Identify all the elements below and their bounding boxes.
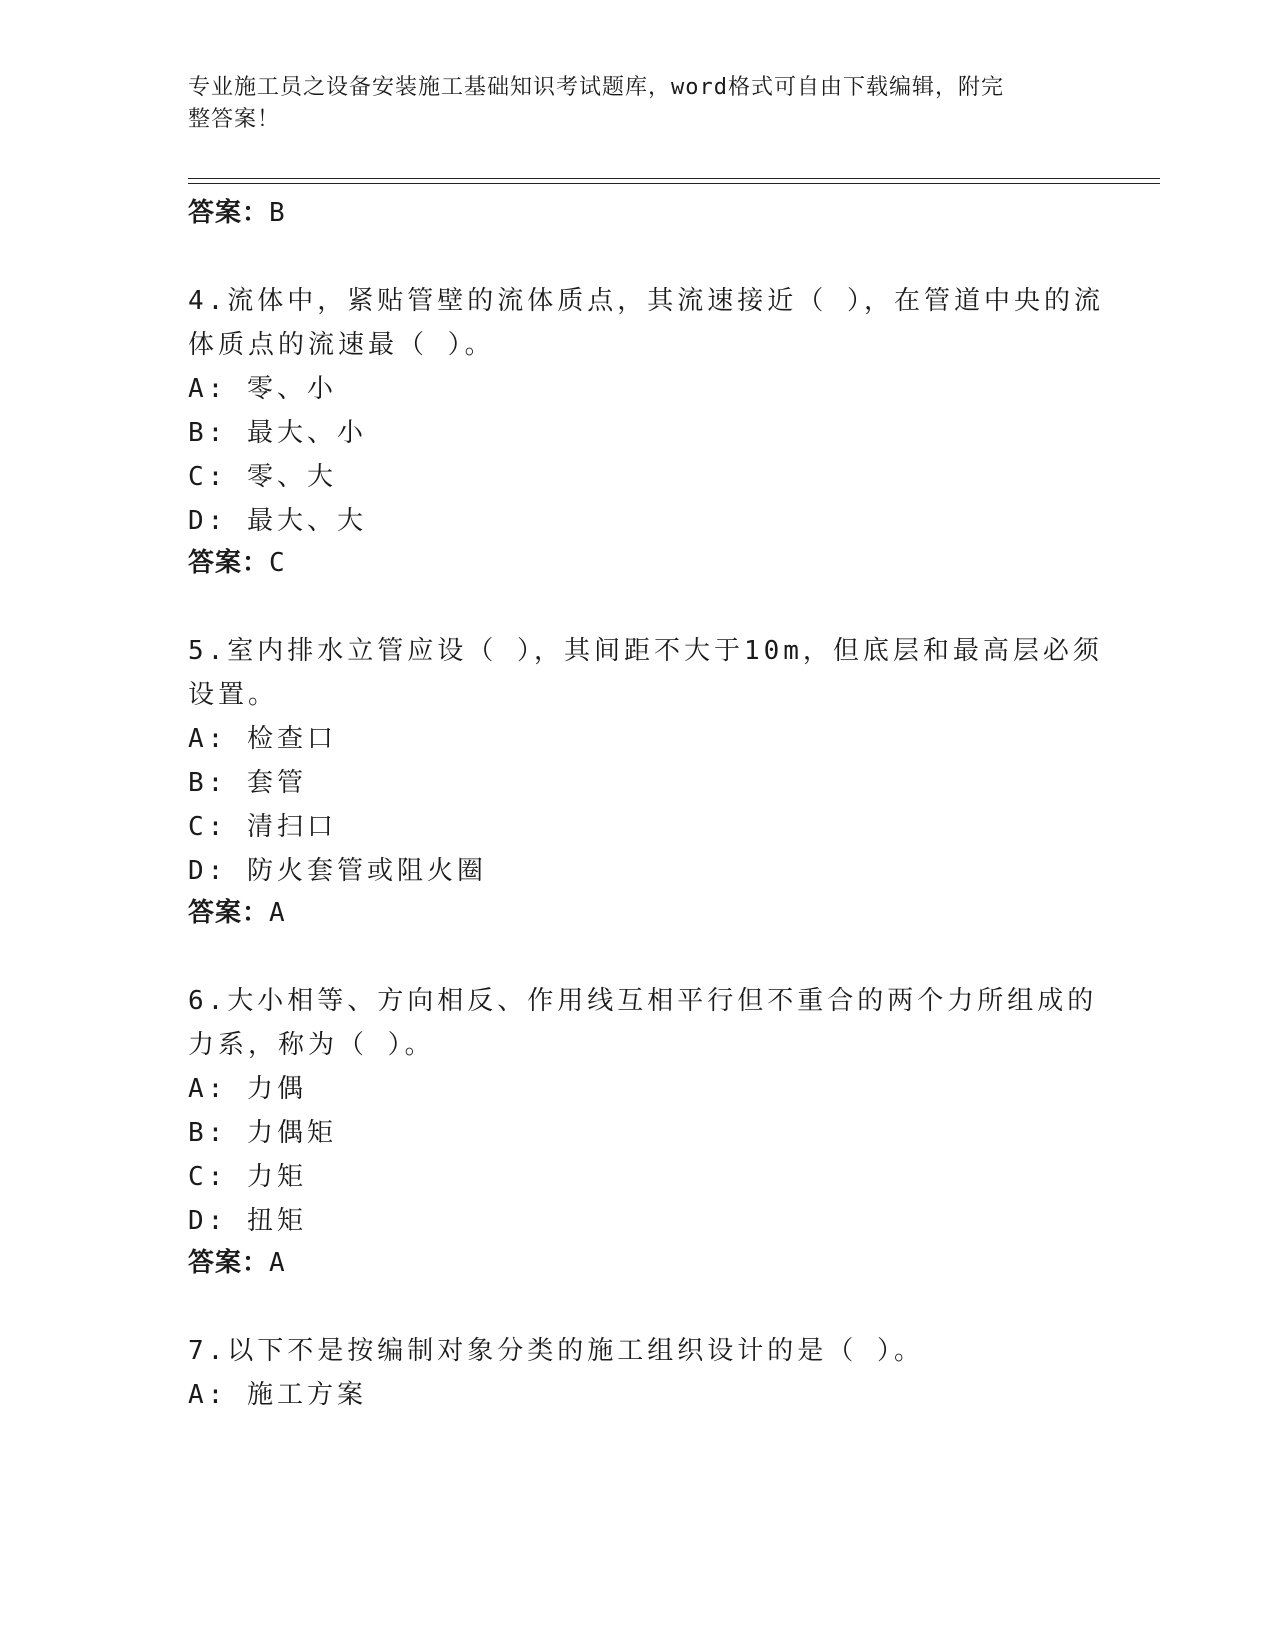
answer-label: 答案： <box>188 198 270 228</box>
question-6-stem-line-1: 6.大小相等、方向相反、作用线互相平行但不重合的两个力所组成的 <box>188 986 1098 1016</box>
question-5-stem-line-1: 5.室内排水立管应设（ ），其间距不大于10m，但底层和最高层必须 <box>188 636 1103 666</box>
question-6-option-d: D: 扭矩 <box>188 1206 307 1236</box>
question-6-option-a: A: 力偶 <box>188 1074 307 1104</box>
question-4-option-c: C: 零、大 <box>188 462 337 492</box>
answer-value: C <box>269 548 286 578</box>
question-5-option-d: D: 防火套管或阻火圈 <box>188 856 487 886</box>
answer-label: 答案： <box>188 548 270 578</box>
question-5-option-c: C: 清扫口 <box>188 812 337 842</box>
question-6-answer <box>188 1242 286 1279</box>
answer-value: A <box>269 1248 286 1278</box>
question-5-stem-line-2: 设置。 <box>188 680 279 710</box>
header-line-2: 整答案！ <box>188 107 281 132</box>
header-line-1: 专业施工员之设备安装施工基础知识考试题库，word格式可自由下载编辑，附完 <box>188 75 1004 100</box>
question-7-stem-line-1: 7.以下不是按编制对象分类的施工组织设计的是（ ）。 <box>188 1336 924 1366</box>
document-header <box>188 72 1088 136</box>
answer-label: 答案： <box>188 898 270 928</box>
question-4-option-d: D: 最大、大 <box>188 506 367 536</box>
question-4-option-b: B: 最大、小 <box>188 418 367 448</box>
question-6-stem-line-2: 力系，称为（ ）。 <box>188 1030 435 1060</box>
question-6-option-b: B: 力偶矩 <box>188 1118 337 1148</box>
header-divider-top <box>188 178 1160 179</box>
answer-value: A <box>269 898 286 928</box>
question-4-answer <box>188 542 286 579</box>
question-7-option-a: A: 施工方案 <box>188 1380 367 1410</box>
answer-label: 答案： <box>188 1248 270 1278</box>
question-4-stem-line-2: 体质点的流速最（ ）。 <box>188 330 495 360</box>
question-5-answer <box>188 892 286 929</box>
answer-value: B <box>269 198 286 228</box>
question-5-option-b: B: 套管 <box>188 768 307 798</box>
header-divider-bottom <box>188 183 1160 184</box>
prev-answer <box>188 192 286 229</box>
question-5-option-a: A: 检查口 <box>188 724 337 754</box>
question-4-option-a: A: 零、小 <box>188 374 337 404</box>
question-4-stem-line-1: 4.流体中，紧贴管壁的流体质点，其流速接近（ ），在管道中央的流 <box>188 286 1104 316</box>
question-6-option-c: C: 力矩 <box>188 1162 307 1192</box>
